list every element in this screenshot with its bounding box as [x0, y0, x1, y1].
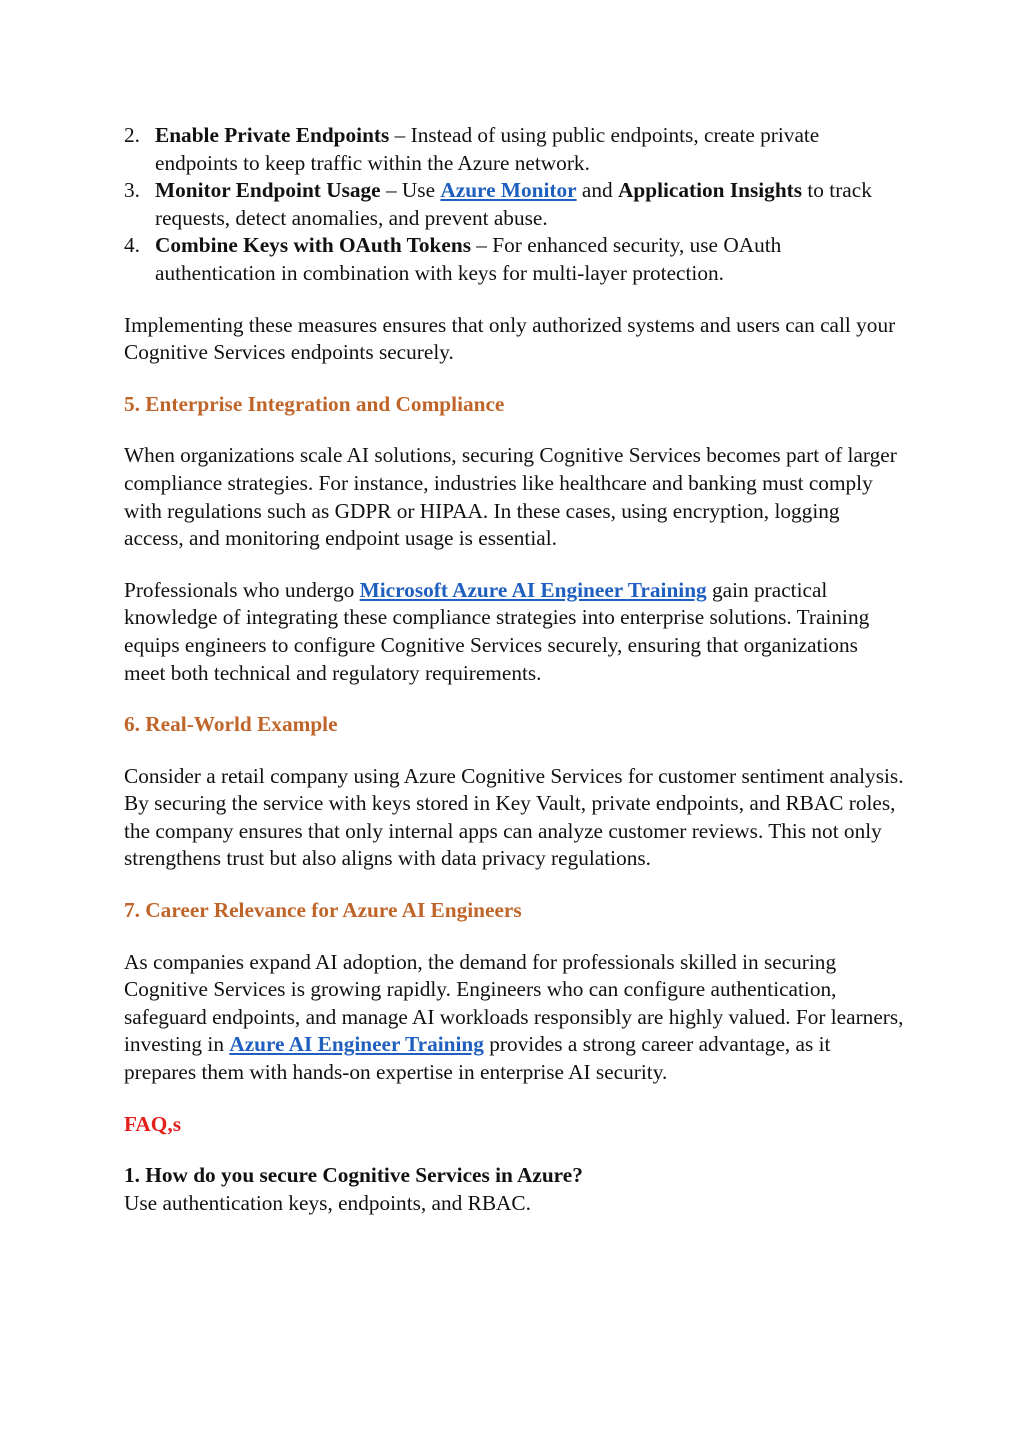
section-6-paragraph: Consider a retail company using Azure Cognitive Services for customer sentiment analysis. By securing the service with keys stored in Key Vault, private endpoints, and RBAC roles, the company ensures that only internal apps can analyze customer reviews. This not only strengthens trust but also aligns with data privacy regulations.: [124, 763, 904, 871]
list-item-text: – For enhanced security, use OAuth authentication in combination with keys for multi-layer protection.: [155, 233, 782, 285]
paragraph-text: As companies expand AI adoption, the demand for professionals skilled in securing Cognitive Services is growing rapidly. Engineers who can configure authentication, safeguard endpoints, and manage AI workloads responsibly are highly valued. For learners, investing in: [124, 949, 904, 1057]
faq-question: 1. How do you secure Cognitive Services in Azure?: [124, 1163, 583, 1188]
paragraph-text: Professionals who undergo: [124, 577, 360, 602]
list-number: 3.: [124, 178, 140, 203]
azure-monitor-link[interactable]: Azure Monitor: [440, 178, 577, 203]
list-item-text: to track requests, detect anomalies, and prevent abuse.: [155, 178, 872, 230]
paragraph-text: gain practical knowledge of integrating these compliance strategies into enterprise solutions. Training equips engineers to configure Cognitive Services securely, ensuring that organizations meet both technical and regulatory requirements.: [124, 577, 870, 685]
section-5-paragraph-2: [124, 577, 904, 687]
implementing-paragraph: Implementing these measures ensures that only authorized systems and users can call your Cognitive Services endpoints securely.: [124, 312, 896, 365]
list-item-text: – Use: [380, 178, 441, 203]
list-item-title: Combine Keys with OAuth Tokens: [155, 233, 471, 258]
faq-heading: FAQ,s: [124, 1111, 181, 1136]
azure-ai-engineer-training-link[interactable]: Azure AI Engineer Training: [229, 1032, 484, 1057]
application-insights-label: Application Insights: [618, 178, 803, 203]
microsoft-azure-ai-engineer-training-link[interactable]: Microsoft Azure AI Engineer Training: [359, 577, 707, 602]
security-list: [124, 122, 904, 288]
list-item: [124, 232, 904, 287]
list-item: [124, 177, 904, 232]
list-number: 4.: [124, 233, 140, 258]
list-item-title: Enable Private Endpoints: [155, 123, 390, 147]
section-7-paragraph: [124, 949, 904, 1087]
list-number: 2.: [124, 123, 140, 147]
document-page: [124, 122, 904, 1217]
list-item-text: – Instead of using public endpoints, create private endpoints to keep traffic within the Azure network.: [155, 123, 820, 175]
section-5-paragraph-1: When organizations scale AI solutions, securing Cognitive Services becomes part of larger compliance strategies. For instance, industries like healthcare and banking must comply with regulations such as GDPR or HIPAA. In these cases, using encryption, logging access, and monitoring endpoint usage is essential.: [124, 443, 897, 551]
list-item: [124, 122, 904, 177]
faq-answer: Use authentication keys, endpoints, and RBAC.: [124, 1190, 531, 1215]
section-6-heading: 6. Real-World Example: [124, 712, 338, 737]
section-7-heading: 7. Career Relevance for Azure AI Engineers: [124, 898, 522, 923]
list-item-title: Monitor Endpoint Usage: [155, 178, 381, 203]
list-item-text: and: [576, 178, 619, 203]
section-5-heading: 5. Enterprise Integration and Compliance: [124, 391, 505, 416]
paragraph-text: provides a strong career advantage, as it prepares them with hands-on expertise in enterprise AI security.: [124, 1032, 831, 1085]
